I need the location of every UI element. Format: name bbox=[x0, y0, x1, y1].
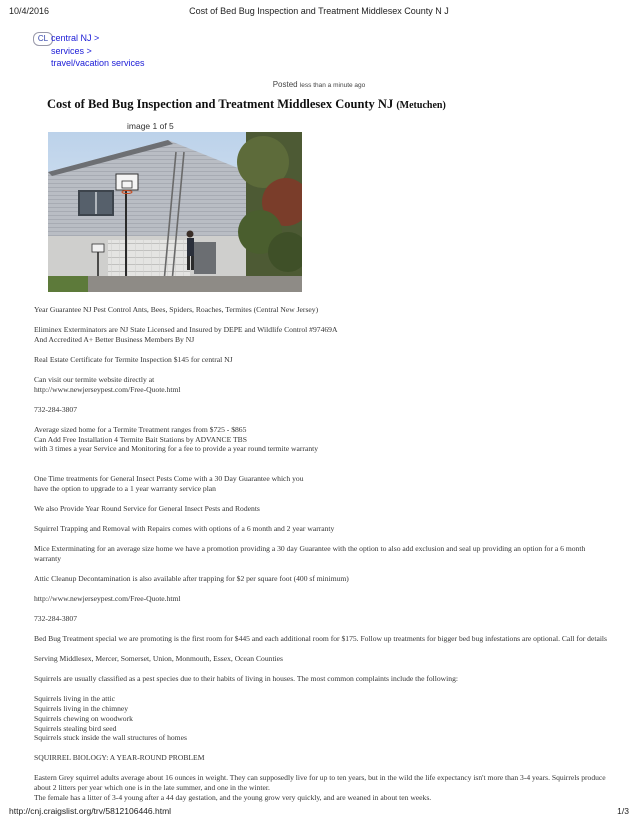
print-date: 10/4/2016 bbox=[9, 6, 50, 16]
print-url: http://cnj.craigslist.org/trv/5812106446.html bbox=[9, 806, 172, 816]
body-paragraph: We also Provide Year Round Service for General Insect Pests and Rodents bbox=[34, 503, 260, 513]
phone-number: 732-284-3807 bbox=[34, 404, 78, 414]
body-paragraph: Real Estate Certificate for Termite Inspection $145 for central NJ bbox=[34, 354, 233, 364]
breadcrumb-list bbox=[51, 32, 145, 70]
body-paragraph: Can visit our termite website directly at http://www.newjerseypest.com/Free-Quote.html bbox=[34, 374, 181, 394]
breadcrumb-separator: > bbox=[84, 45, 92, 56]
squirrel-complaints-list: Squirrels living in the attic Squirrels living in the chimney Squirrels chewing on woodwork Squirrels stealing bird seed Squirrels stuck inside the wall structures of homes bbox=[34, 694, 187, 743]
body-paragraph: One Time treatments for General Insect Pests Come with a 30 Day Guarantee which you have the option to upgrade to a 1 year warranty service plan bbox=[34, 474, 304, 493]
craigslist-logo[interactable]: CL bbox=[33, 32, 53, 46]
house-photo-illustration bbox=[48, 132, 302, 292]
breadcrumb-item bbox=[51, 45, 145, 58]
body-paragraph: Average sized home for a Termite Treatment ranges from $725 - $865 Can Add Free Installation 4 Termite Bait Stations by ADVANCE TBS with 3 times a year Service and Monitoring for a fee to provide a year round termite warranty bbox=[34, 424, 319, 454]
posting-body bbox=[34, 305, 612, 813]
print-document-title: Cost of Bed Bug Inspection and Treatment Middlesex County N J bbox=[189, 6, 449, 16]
breadcrumb-link-services[interactable]: services bbox=[51, 45, 85, 56]
body-paragraph: Serving Middlesex, Mercer, Somerset, Union, Monmouth, Essex, Ocean Counties bbox=[34, 654, 283, 664]
body-paragraph: Mice Exterminating for an average size home we have a promotion providing a 30 day Guarantee with the option to also add exclusion and seal up providing an option for a 6 month warranty bbox=[34, 544, 586, 563]
posting-photo[interactable] bbox=[48, 132, 302, 292]
breadcrumb-separator: > bbox=[91, 33, 100, 43]
posting-title-text: Cost of Bed Bug Inspection and Treatment Middlesex County NJ bbox=[47, 97, 394, 111]
breadcrumb-item bbox=[51, 57, 145, 70]
print-header bbox=[9, 6, 629, 20]
body-paragraph: Eliminex Exterminators are NJ State Licensed and Insured by DEPE and Wildlife Control #97469A And Accredited A+ Better Business Members By NJ bbox=[34, 325, 338, 344]
breadcrumb-link-travel-vacation[interactable]: travel/vacation services bbox=[51, 58, 145, 68]
section-heading: SQUIRREL BIOLOGY: A YEAR-ROUND PROBLEM bbox=[34, 753, 205, 763]
posting-title bbox=[47, 97, 446, 112]
image-counter: image 1 of 5 bbox=[127, 121, 174, 131]
body-paragraph: Attic Cleanup Decontamination is also available after trapping for $2 per square foot (400 sf minimum) bbox=[34, 573, 349, 583]
phone-number: 732-284-3807 bbox=[34, 614, 78, 624]
body-paragraph: Eastern Grey squirrel adults average about 16 ounces in weight. They can supposedly live for up to ten years, but in the wild the life expectancy isn't more than 3-4 years. Squirrels produce about 2 litters per year which one is in the late summer, and one in the winter. The female has a litter of 3-4 young after a 44 day gestation, and the young grow very quickly, and are weaned in about ten weeks. bbox=[34, 773, 606, 802]
posted-label: Posted bbox=[272, 80, 298, 89]
breadcrumb-item bbox=[51, 32, 145, 45]
body-paragraph: Year Guarantee NJ Pest Control Ants, Bees, Spiders, Roaches, Termites (Central New Jersey) bbox=[34, 305, 319, 314]
body-paragraph: Bed Bug Treatment special we are promoting is the first room for $445 and each additional room for $175. Follow up treatments for bigger bed bug infestations are optional. Call for details bbox=[34, 634, 607, 644]
posted-time: less than a minute ago bbox=[299, 82, 366, 89]
breadcrumb-link-central-nj[interactable]: central NJ bbox=[51, 33, 92, 43]
website-url: http://www.newjerseypest.com/Free-Quote.html bbox=[34, 593, 181, 603]
page-number: 1/3 bbox=[617, 806, 629, 816]
body-paragraph: Squirrel Trapping and Removal with Repairs comes with options of a 6 month and 2 year warranty bbox=[34, 523, 335, 533]
posted-info bbox=[0, 80, 638, 89]
print-footer bbox=[9, 806, 629, 818]
posting-location: (Metuchen) bbox=[396, 100, 446, 111]
body-paragraph: Squirrels are usually classified as a pest species due to their habits of living in houses. The most common complaints include the following: bbox=[34, 674, 458, 684]
